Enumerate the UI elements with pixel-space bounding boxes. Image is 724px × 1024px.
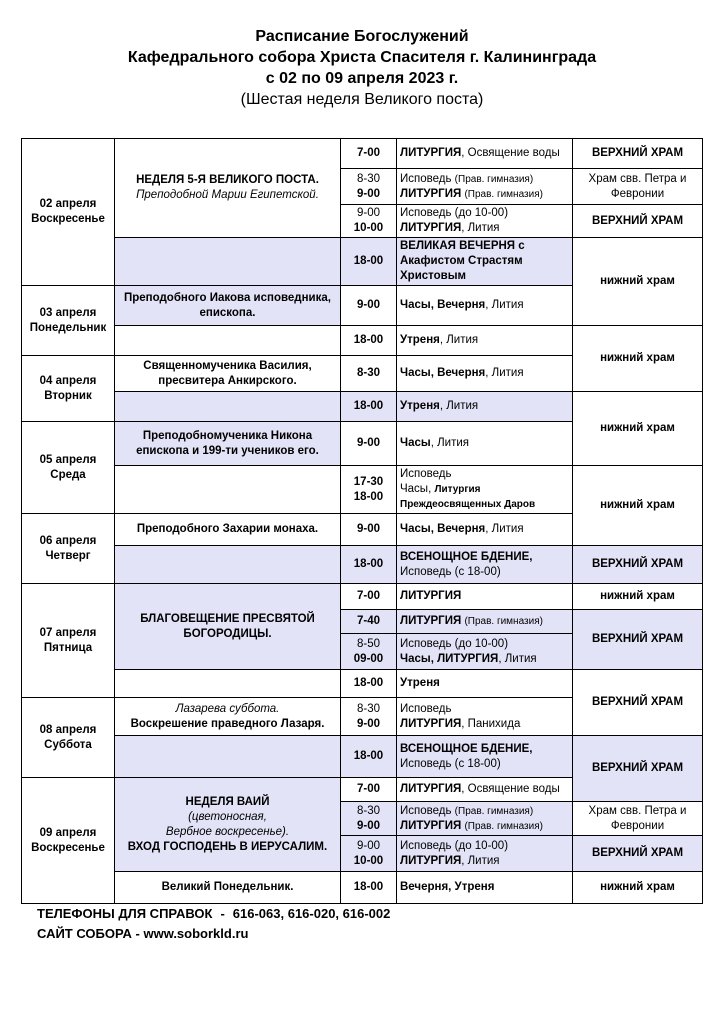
service-place: Храм свв. Петра и Февронии — [573, 802, 703, 836]
feast-cell-empty — [115, 546, 341, 584]
service-cell: Утреня, Лития — [397, 392, 573, 422]
feast-cell: НЕДЕЛЯ ВАИЙ (цветоносная, Вербное воскресенье). ВХОД ГОСПОДЕНЬ В ИЕРУСАЛИМ. — [115, 778, 341, 872]
service-place: ВЕРХНИЙ ХРАМ — [573, 670, 703, 736]
service-time: 18-00 — [341, 546, 397, 584]
service-place: нижний храм — [573, 466, 703, 546]
feast-cell-empty — [115, 392, 341, 422]
service-time: 18-00 — [341, 736, 397, 778]
schedule-row — [22, 546, 703, 584]
service-cell: Исповедь (Прав. гимназия) ЛИТУРГИЯ (Прав. гимназия) — [397, 802, 573, 836]
service-time: 9-00 10-00 — [341, 205, 397, 238]
service-cell: ЛИТУРГИЯ — [397, 584, 573, 610]
day-date-cell: 07 апреля Пятница — [22, 584, 115, 698]
day-date-cell: 06 апреля Четверг — [22, 514, 115, 584]
page-header — [0, 26, 724, 110]
service-place: нижний храм — [573, 238, 703, 326]
service-time: 8-30 9-00 — [341, 698, 397, 736]
service-cell: ЛИТУРГИЯ, Освящение воды — [397, 778, 573, 802]
day-date-cell: 04 апреля Вторник — [22, 356, 115, 422]
day-weekday: Воскресенье — [31, 213, 105, 225]
header-week: (Шестая неделя Великого поста) — [240, 91, 484, 108]
day-date-cell: 03 апреля Понедельник — [22, 286, 115, 356]
service-cell: Вечерня, Утреня — [397, 872, 573, 904]
footer-contacts — [37, 904, 390, 944]
service-time: 7-00 — [341, 139, 397, 169]
footer-site: САЙТ СОБОРА - www.soborkld.ru — [37, 926, 249, 941]
schedule-row — [22, 238, 703, 286]
schedule-row — [22, 736, 703, 778]
service-time: 8-50 09-00 — [341, 634, 397, 670]
service-cell: Утреня, Лития — [397, 326, 573, 356]
schedule-row — [22, 392, 703, 422]
feast-title: Великий Понедельник. — [115, 872, 341, 904]
service-place: ВЕРХНИЙ ХРАМ — [573, 610, 703, 670]
service-cell: Исповедь (до 10-00) ЛИТУРГИЯ, Лития — [397, 836, 573, 872]
feast-cell-empty — [115, 466, 341, 514]
service-time: 7-00 — [341, 778, 397, 802]
service-time: 8-30 9-00 — [341, 802, 397, 836]
service-time: 18-00 — [341, 326, 397, 356]
feast-cell-empty — [115, 326, 341, 356]
service-cell: Часы, Вечерня, Лития — [397, 514, 573, 546]
service-place: ВЕРХНИЙ ХРАМ — [573, 205, 703, 238]
service-place: ВЕРХНИЙ ХРАМ — [573, 546, 703, 584]
service-place: нижний храм — [573, 326, 703, 392]
feast-title: НЕДЕЛЯ 5-Я ВЕЛИКОГО ПОСТА. — [136, 174, 319, 186]
schedule-row — [22, 466, 703, 514]
day-date-cell: 08 апреля Суббота — [22, 698, 115, 778]
service-cell: ВСЕНОЩНОЕ БДЕНИЕ, Исповедь (с 18-00) — [397, 736, 573, 778]
service-time: 18-00 — [341, 392, 397, 422]
service-time: 8-30 — [341, 356, 397, 392]
feast-cell — [115, 139, 341, 238]
schedule-row — [22, 872, 703, 904]
feast-title: Священномученика Василия, пресвитера Анкирского. — [115, 356, 341, 392]
service-time: 18-00 — [341, 872, 397, 904]
service-time: 9-00 — [341, 286, 397, 326]
service-cell: Исповедь (до 10-00) Часы, ЛИТУРГИЯ, Лития — [397, 634, 573, 670]
service-cell: Часы, Вечерня, Лития — [397, 286, 573, 326]
service-cell: Исповедь (Прав. гимназия) ЛИТУРГИЯ (Прав. гимназия) — [397, 169, 573, 205]
service-time: 8-30 9-00 — [341, 169, 397, 205]
service-cell: ВЕЛИКАЯ ВЕЧЕРНЯ с Акафистом Страстям Христовым — [397, 238, 573, 286]
service-cell: Утреня — [397, 670, 573, 698]
service-time: 7-40 — [341, 610, 397, 634]
feast-title: Преподобного Иакова исповедника, епископа. — [115, 286, 341, 326]
service-time: 18-00 — [341, 238, 397, 286]
day-date: 02 апреля — [39, 198, 97, 210]
service-place: нижний храм — [573, 584, 703, 610]
feast-subtitle: Преподобной Марии Египетской. — [136, 189, 319, 201]
site-link[interactable]: www.soborkld.ru — [143, 926, 249, 941]
feast-cell-empty — [115, 670, 341, 698]
schedule-row — [22, 139, 703, 169]
service-cell: ЛИТУРГИЯ (Прав. гимназия) — [397, 610, 573, 634]
footer-phones: ТЕЛЕФОНЫ ДЛЯ СПРАВОК - 616-063, 616-020, 616-002 — [37, 906, 391, 921]
feast-title: Преподобномученика Никона епископа и 199-ти учеников его. — [115, 422, 341, 466]
service-time: 7-00 — [341, 584, 397, 610]
service-place: нижний храм — [573, 872, 703, 904]
day-date-cell: 09 апреля Воскресенье — [22, 778, 115, 904]
service-place: ВЕРХНИЙ ХРАМ — [573, 139, 703, 169]
service-place: нижний храм — [573, 392, 703, 466]
service-cell: Исповедь ЛИТУРГИЯ, Панихида — [397, 698, 573, 736]
feast-cell-empty — [115, 238, 341, 286]
header-cathedral: Кафедрального собора Христа Спасителя г. Калининграда — [127, 49, 597, 66]
service-place: Храм свв. Петра и Февронии — [573, 169, 703, 205]
schedule-row — [22, 584, 703, 610]
service-time: 17-30 18-00 — [341, 466, 397, 514]
service-cell: ЛИТУРГИЯ, Освящение воды — [397, 139, 573, 169]
service-cell: Исповедь (до 10-00) ЛИТУРГИЯ, Лития — [397, 205, 573, 238]
service-cell: Часы, Вечерня, Лития — [397, 356, 573, 392]
feast-title: Преподобного Захарии монаха. — [115, 514, 341, 546]
service-time: 18-00 — [341, 670, 397, 698]
feast-title: БЛАГОВЕЩЕНИЕ ПРЕСВЯТОЙ БОГОРОДИЦЫ. — [115, 584, 341, 670]
service-cell: Исповедь Часы, Литургия Преждеосвященных Даров — [397, 466, 573, 514]
service-time: 9-00 10-00 — [341, 836, 397, 872]
day-date-cell: 05 апреля Среда — [22, 422, 115, 514]
service-time: 9-00 — [341, 422, 397, 466]
service-place: ВЕРХНИЙ ХРАМ — [573, 736, 703, 802]
feast-cell: Лазарева суббота. Воскрешение праведного Лазаря. — [115, 698, 341, 736]
header-dates: с 02 по 09 апреля 2023 г. — [265, 70, 459, 87]
day-date-cell — [22, 139, 115, 286]
service-cell: ВСЕНОЩНОЕ БДЕНИЕ, Исповедь (с 18-00) — [397, 546, 573, 584]
service-cell: Часы, Лития — [397, 422, 573, 466]
service-place: ВЕРХНИЙ ХРАМ — [573, 836, 703, 872]
schedule-row — [22, 670, 703, 698]
feast-cell-empty — [115, 736, 341, 778]
schedule-table — [21, 138, 703, 904]
schedule-row — [22, 326, 703, 356]
service-time: 9-00 — [341, 514, 397, 546]
header-title: Расписание Богослужений — [255, 28, 469, 45]
